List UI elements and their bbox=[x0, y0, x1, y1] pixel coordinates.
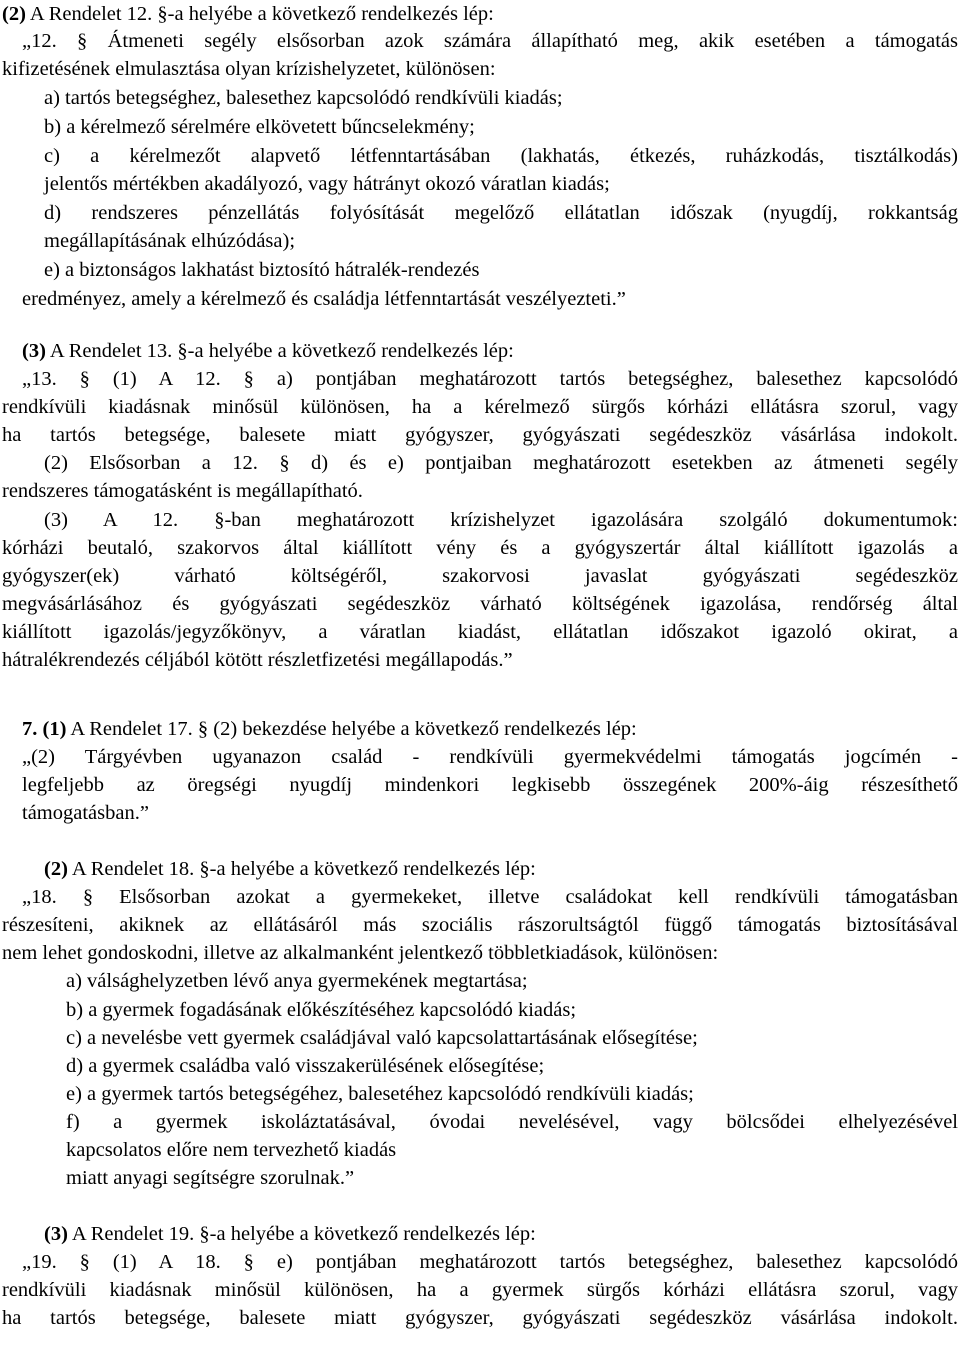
text-line: A Rendelet 18. §-a helyébe a következő rendelkezés lép: bbox=[67, 858, 536, 880]
text-line: A Rendelet 17. § (2) bekezdése helyébe a következő rendelkezés lép: bbox=[66, 718, 637, 740]
text-line: kórházi beutaló, szakorvos által kiállított vény és a gyógyszertár által kiállított igazolás a bbox=[2, 537, 958, 559]
text-line: „12. § Átmeneti segély elsősorban azok számára állapítható meg, akik esetében a támogatás bbox=[22, 30, 958, 52]
list-item: a) tartós betegséghez, balesethez kapcsolódó rendkívüli kiadás; bbox=[44, 87, 563, 109]
paragraph-number: (2) bbox=[44, 858, 68, 880]
text-line: rendkívüli kiadásnak minősül különösen, ha a gyermek sürgős kórházi ellátásra szorul, vagy bbox=[2, 1279, 958, 1301]
list-item: e) a gyermek tartós betegségéhez, balesetéhez kapcsolódó rendkívüli kiadás; bbox=[66, 1083, 694, 1105]
list-item: e) a biztonságos lakhatást biztosító hátralék-rendezés bbox=[44, 259, 480, 281]
section-number: 7. (1) bbox=[22, 718, 67, 740]
paragraph-number: (2) bbox=[2, 3, 26, 25]
text-line: rendkívüli kiadásnak minősül különösen, ha a kérelmező sürgős kórházi ellátásra szorul, vagy bbox=[2, 396, 958, 418]
text-line: kapcsolatos előre nem tervezhető kiadás bbox=[66, 1139, 397, 1161]
text-line: támogatásban.” bbox=[22, 802, 149, 824]
text-line: „(2) Tárgyévben ugyanazon család - rendkívüli gyermekvédelmi támogatás jogcímén - bbox=[22, 746, 958, 768]
text-line: legfeljebb az öregségi nyugdíj mindenkori legkisebb összegének 200%-áig részesíthető bbox=[22, 774, 958, 796]
text-line: (2) Elsősorban a 12. § d) és e) pontjaiban meghatározott esetekben az átmeneti segély bbox=[44, 452, 958, 474]
text-line: „13. § (1) A 12. § a) pontjában meghatározott tartós betegséghez, balesethez kapcsolódó bbox=[22, 368, 958, 390]
section-heading bbox=[22, 717, 958, 741]
text-line: A Rendelet 19. §-a helyébe a következő rendelkezés lép: bbox=[67, 1223, 536, 1245]
amendment-heading bbox=[44, 857, 958, 881]
amendment-heading bbox=[44, 1222, 958, 1246]
amendment-heading bbox=[22, 339, 958, 363]
text-line: eredményez, amely a kérelmező és családja létfenntartását veszélyezteti.” bbox=[22, 288, 626, 310]
text-line: kifizetésének elmulasztása olyan krízishelyzetet, különösen: bbox=[2, 58, 496, 80]
list-item: a) válsághelyzetben lévő anya gyermekének megtartása; bbox=[66, 970, 528, 992]
text-line: miatt anyagi segítségre szorulnak.” bbox=[66, 1167, 355, 1189]
text-line: megvásárlásához és gyógyászati segédeszköz várható költségének igazolása, rendőrség által bbox=[2, 593, 958, 615]
text-line: ha tartós betegsége, balesete miatt gyógyszer, gyógyászati segédeszköz vásárlása indokolt. bbox=[2, 424, 958, 446]
list-item: b) a kérelmező sérelmére elkövetett bűncselekmény; bbox=[44, 116, 475, 138]
list-item: d) a gyermek családba való visszakerülésének elősegítése; bbox=[66, 1055, 545, 1077]
text-line: „18. § Elsősorban azokat a gyermekeket, illetve családokat kell rendkívüli támogatásban bbox=[22, 886, 958, 908]
amendment-heading bbox=[2, 2, 958, 26]
list-item: c) a kérelmezőt alapvető létfenntartásában (lakhatás, étkezés, ruházkodás, tisztálkodás) bbox=[44, 145, 958, 167]
text-line: A Rendelet 12. §-a helyébe a következő rendelkezés lép: bbox=[25, 3, 494, 25]
text-line: részesíteni, akiknek az ellátásáról más szociális rászorultságtól függő támogatás biztosításával bbox=[2, 914, 958, 936]
text-line: kiállított igazolás/jegyzőkönyv, a váratlan kiadást, ellátatlan időszakot igazoló okirat, a bbox=[2, 621, 958, 643]
text-line: rendszeres támogatásként is megállapítható. bbox=[2, 480, 363, 502]
text-line: ha tartós betegsége, balesete miatt gyógyszer, gyógyászati segédeszköz vásárlása indokolt. bbox=[2, 1307, 958, 1329]
text-line: „19. § (1) A 18. § e) pontjában meghatározott tartós betegséghez, balesethez kapcsolódó bbox=[22, 1251, 958, 1273]
list-item: b) a gyermek fogadásának előkészítéséhez kapcsolódó kiadás; bbox=[66, 999, 577, 1021]
text-line: nem lehet gondoskodni, illetve az alkalmanként jelentkező többletkiadások, különösen: bbox=[2, 942, 719, 964]
list-item: d) rendszeres pénzellátás folyósítását megelőző ellátatlan időszak (nyugdíj, rokkantság bbox=[44, 202, 958, 224]
text-line: hátralékrendezés céljából kötött részletfizetési megállapodás.” bbox=[2, 649, 513, 671]
text-line: (3) A 12. §-ban meghatározott krízishelyzet igazolására szolgáló dokumentumok: bbox=[44, 509, 958, 531]
text-line: A Rendelet 13. §-a helyébe a következő rendelkezés lép: bbox=[45, 340, 514, 362]
paragraph-number: (3) bbox=[22, 340, 46, 362]
text-line: jelentős mértékben akadályozó, vagy hátrányt okozó váratlan kiadás; bbox=[44, 173, 610, 195]
text-line: gyógyszer(ek) várható költségéről, szakorvosi javaslat gyógyászati segédeszköz bbox=[2, 565, 958, 587]
list-item: f) a gyermek iskoláztatásával, óvodai nevelésével, vagy bölcsődei elhelyezésével bbox=[66, 1111, 958, 1133]
text-line: megállapításának elhúzódása); bbox=[44, 230, 296, 252]
list-item: c) a nevelésbe vett gyermek családjával való kapcsolattartásának elősegítése; bbox=[66, 1027, 698, 1049]
paragraph-number: (3) bbox=[44, 1223, 68, 1245]
